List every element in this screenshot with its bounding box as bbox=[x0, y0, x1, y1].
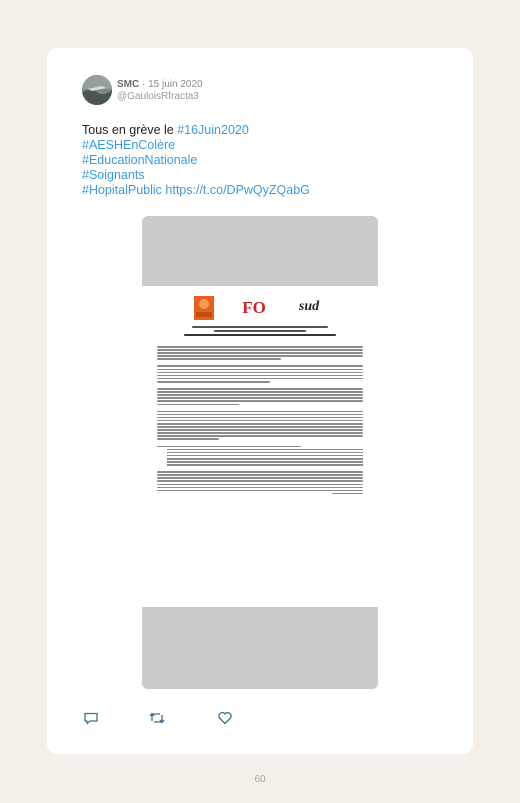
author-handle[interactable]: @GauloisRfracta3 bbox=[117, 91, 199, 102]
cgt-logo bbox=[194, 296, 214, 320]
media-padding-top bbox=[142, 216, 378, 286]
tweet-card bbox=[47, 48, 473, 754]
hashtag-link[interactable]: #AESHEnColère bbox=[82, 138, 176, 152]
separator: · bbox=[139, 79, 149, 90]
tweet-date[interactable]: 15 juin 2020 bbox=[148, 79, 203, 90]
author-line bbox=[117, 79, 203, 90]
union-leaflet-document bbox=[142, 286, 378, 607]
hashtag-link[interactable]: #Soignants bbox=[82, 168, 145, 182]
leaflet-body bbox=[157, 346, 363, 496]
hashtag-link[interactable]: #16Juin2020 bbox=[177, 123, 249, 137]
fo-logo: FO bbox=[242, 298, 266, 317]
tweet-text bbox=[82, 123, 442, 198]
tweet-media-image[interactable] bbox=[142, 216, 378, 689]
avatar[interactable] bbox=[82, 75, 112, 105]
media-padding-bottom bbox=[142, 607, 378, 689]
leaflet-heading bbox=[184, 326, 336, 340]
author-name[interactable]: SMC bbox=[117, 79, 140, 90]
reply-icon[interactable] bbox=[83, 710, 99, 726]
retweet-icon[interactable] bbox=[149, 710, 165, 726]
tweet-intro: Tous en grève le bbox=[82, 123, 178, 137]
hashtag-link[interactable]: #EducationNationale bbox=[82, 153, 198, 167]
tweet-url-link[interactable]: https://t.co/DPwQyZQabG bbox=[165, 183, 310, 197]
heart-icon[interactable] bbox=[217, 710, 233, 726]
tweet-actions bbox=[83, 710, 253, 726]
sud-logo: sud bbox=[298, 299, 320, 314]
page-number: 60 bbox=[254, 774, 266, 785]
hashtag-link[interactable]: #HopitalPublic bbox=[82, 183, 162, 197]
union-logos bbox=[194, 296, 334, 322]
